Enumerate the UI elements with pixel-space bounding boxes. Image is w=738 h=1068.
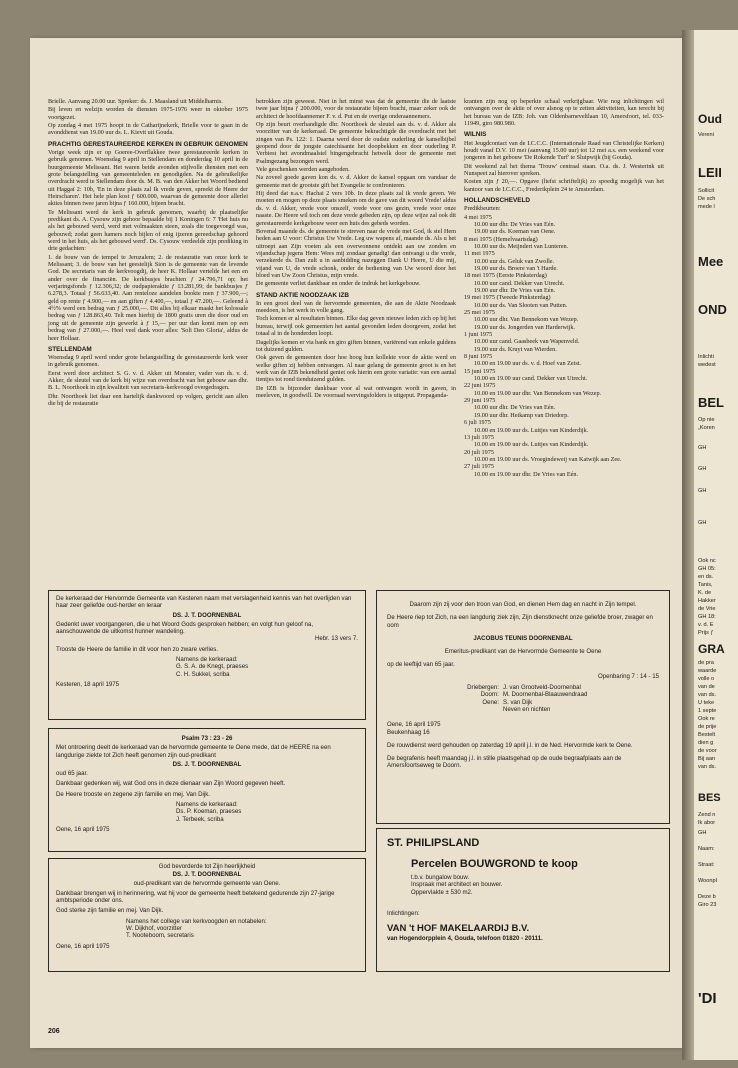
schedule-date: 4 mei 1975 <box>464 213 492 221</box>
notice-comfort: Trooste de Heere de familie in dit voor hen zo zware verlies. <box>56 645 219 653</box>
notice-age: op de leeftijd van 65 jaar. <box>387 661 455 669</box>
paragraph: kranten zijn nog op beperkte schaal verkrijgbaar. Wie nog inlichtingen wil ontvangen over de aktie of over alsnog op te zetten aktiviteiten, kan terecht bij het bureau van de IZB: Joh. van Oldenbarneveltlaan 10, Amersfoort, tel. 033-11949, giro 980.980. <box>464 98 664 128</box>
family-member <box>457 706 659 713</box>
real-estate-ad <box>376 828 670 972</box>
schedule-date: 15 juni 1975 <box>464 367 496 375</box>
page-fragment: van de <box>698 684 715 690</box>
page-fragment: van ds. <box>698 764 717 770</box>
paragraph: Vele geschenken werden aangeboden. <box>256 166 350 174</box>
paragraph: Dagelijks komen er via bank en giro giften binnen, variërend van enkele guldens tot duizend gulden. <box>256 338 456 353</box>
schedule-date: 1 juni 1975 <box>464 331 493 339</box>
schedule-entry <box>464 463 664 478</box>
notice-place-date: Kesteren, 18 april 1975 <box>56 680 120 688</box>
page-fragment: Hakker <box>698 598 716 604</box>
paragraph: Bovenal maande ds. de gemeente te streven naar de vrede met God, ik stel Hem heden aan U voor: Christus Uw Vrede. Leg uw wapens af, maande ds. Als u het uitroept aan Zijn voeten als een overwonnene ontdekt aan uw zonden en vijandschap jegens Hem: Wees mij zondaar genadig! dan ontvangt u die vrede, verzekerde ds. Dan zult u in aanbidding nazeggen Dank U Heere, U die mij, vijand van U, de vrede schonk, onder de bediening van Uw woord door het bloed van Uw Zoon Christus, mijn vrede. <box>256 227 456 279</box>
paragraph: Het Jeugdcontact van de I.C.C.C. (Internationale Raad van Christelijke Kerken) houdt vanaf D.V. 10 mei (aanvang 15.00 uur) tot 12 mei a.s. een weekend voor jongeren in het gebouw 'De Rokende Turf' te Sluipwijk (bij Gouda). <box>464 139 664 162</box>
page-fragment: Giro 23 <box>698 902 717 908</box>
page-fragment: volle o <box>698 676 715 682</box>
paragraph: Op zijn beurt overhandigde dhr. Noorthoek de sleutel aan ds. v. d. Akker als voorzitter van de kerkeraad. De gemeente bekrachtigde die overdracht met het zingen van Ps. 122: 1. Daarna werd door de oudste ouderling de kanselbijbel geopend door de jongste catechisante het doopbekken en door ouderling P. Verbiest het avondmaalstel bingengebracht hetwelk door de gemeente met Psalmgezang bezongen werd. <box>256 121 456 165</box>
schedule-entry <box>464 309 664 331</box>
page-fragment: BES <box>698 792 721 804</box>
page-fragment: Deze b <box>698 894 716 900</box>
page-fragment: de prije <box>698 724 717 730</box>
page-fragment: GH 18: <box>698 614 716 620</box>
notice-intro: Met ontroering deelt de kerkeraad van de hervormde gemeente te Oene mede, dat de HEERE na een langdurige ziekte tot Zich heeft genomen zijn oud-predikant <box>56 744 331 759</box>
schedule-date: 22 juni 1975 <box>464 382 496 390</box>
page-fragment: Tanis, <box>698 582 713 588</box>
schedule-entry <box>464 214 664 236</box>
ad-info-label: Inlichtingen: <box>387 909 420 917</box>
bible-reference: Hebr. 13 vers 7. <box>314 635 358 643</box>
section-heading: STELLENDAM <box>48 345 92 353</box>
book-gutter <box>682 30 694 1060</box>
schedule-entry <box>464 331 664 353</box>
section-heading: HOLLANDSCHEVELD <box>464 196 531 204</box>
notice-text: Dankbaar gedenken wij, wat God ons in deze dienaar van Zijn Woord gegeven heeft. <box>56 780 286 788</box>
paragraph: Op zondag 4 mei 1975 hoopt in de Catharijnekerk, Brielle voor te gaan in de avonddienst van 19.00 uur ds. L. Kievit uit Gouda. <box>48 122 248 137</box>
page-fragment: Bij aan <box>698 756 716 762</box>
paragraph: De IZB is bijzonder dankbaar voor al wat ontvangen wordt in gaven, in meeleven, in goodwill. De voorraad wervingsfolders is uitgeput. Propaganda- <box>256 384 456 399</box>
page-fragment: BEL <box>698 395 724 410</box>
schedule-entry <box>464 236 664 251</box>
page-fragment: Ik abor <box>698 820 716 826</box>
page-fragment: 1 septe <box>698 708 717 714</box>
schedule-line: 19.00 uur dhr. Heikamp van Driedorp. <box>474 411 569 419</box>
schedule-entry <box>464 368 664 383</box>
page-fragment: Inlichti <box>698 354 714 360</box>
family-place: Driebergen: <box>467 684 499 692</box>
schedule-line: 10.00 uur dhr. De Vries van Eén. <box>474 404 556 412</box>
schedule-line: 10.00 en 19.00 uur ds. v. d. Hoef van Zeist. <box>474 360 582 368</box>
schedule-entry <box>464 434 664 449</box>
column-3 <box>464 98 664 478</box>
family-name: M. Doornenbal-Blaauwendraad <box>503 691 588 699</box>
column-2 <box>256 98 456 400</box>
notice-place-date: Oene, 16 april 1975 <box>56 825 110 833</box>
notice-comfort: God sterke zijn familie en mej. Van Dijk. <box>56 907 164 915</box>
page-fragment: Bestelt <box>698 732 716 738</box>
notice-subtitle: oud-predikant van de hervormde gemeente van Oene. <box>133 879 281 887</box>
ad-address: van Hogendorpplein 4, Gouda, telefoon 01820 - 20111. <box>387 935 543 943</box>
schedule-date: 6 juli 1975 <box>464 419 491 427</box>
paragraph: Na zoveel goede gaven kon ds. v. d. Akker de kansel opgaan om vandaar de gemeente met de grootste gift het Evangelie te confronteren. <box>256 174 456 189</box>
page-fragment: „Koren <box>698 425 715 431</box>
preaching-schedule <box>464 214 664 478</box>
notice-text: Gedenkt uwer voorgangeren, die u het Woord Gods gesproken hebben; en volgt hun geloof na, aanschouwende de uitkomst hunner wandeling. <box>56 620 314 636</box>
ad-company: VAN 't HOF MAKELAARDIJ B.V. <box>387 923 530 935</box>
preaching-label: Predikbeurten: <box>464 205 501 213</box>
paragraph: In een groot deel van de hervormde gemeenten, die aan de Aktie Noodzaak meedoen, is het werk in volle gang. <box>256 299 456 315</box>
section-heading: WILNIS <box>464 131 487 139</box>
family-place: Doorn: <box>480 691 499 699</box>
newspaper-page <box>30 38 682 1048</box>
page-fragment: wedest <box>698 362 716 368</box>
psalm-reference: Psalm 73 : 23 - 26 <box>181 735 233 742</box>
family-name: S. van Dijk <box>503 698 533 706</box>
page-fragment: GRA <box>698 642 725 656</box>
page-fragment: U teke <box>698 700 715 706</box>
obituary-oene-kerkeraad <box>48 728 366 852</box>
paragraph: Hij deed dat n.a.v. Hachai 2 vers 10b. In deze plaats zal ik vrede geven. We moeten en mogen op deze plaats smeken om de gave van dit woord Vrede! aldus ds. v. d. Akker, vrede voor onszelf, vrede voor ons gezin, vrede voor onze naaste. De Heere wil toch om deze vrede gebeden zijn, op deze wijze zal ook dit gerestaureerde kerkgebouw weer een huis des gebeds worden. <box>256 190 456 227</box>
page-fragment: GH <box>698 445 707 451</box>
page-fragment: GH <box>698 830 707 836</box>
schedule-line: 10.00 en 19.00 uur cand. Dekker van Utrecht. <box>474 375 588 383</box>
ad-place: ST. PHILIPSLAND <box>387 837 480 849</box>
notice-place-date: Oene, 16 april 1975 <box>387 721 441 729</box>
paragraph: De gemeente verliet dankbaar en onder de indruk het kerkgebouw. <box>256 280 421 288</box>
schedule-entry <box>464 250 664 272</box>
schedule-line: 10.00 en 19.00 uur ds. Luitjes van Kinderdijk. <box>474 426 589 434</box>
signature: Ds. P. Koeman, praeses <box>176 808 242 816</box>
page-fragment: OND <box>698 302 727 317</box>
notice-burial: De begrafenis heeft maandag j.l. in stille plaatsgehad op de oude begraafplaats aan de Amersfoortseweg te Doorn. <box>387 755 622 770</box>
schedule-line: 10.00 en 19.00 uur dhr. Van Bennekom van Wezep. <box>474 389 602 397</box>
page-fragment: LEII <box>698 165 722 180</box>
page-fragment: GH <box>698 466 707 472</box>
page-fragment: GH <box>698 488 707 494</box>
family-place <box>457 706 499 713</box>
page-fragment: Woonpl <box>698 878 717 884</box>
page-fragment: Op nie <box>698 417 715 423</box>
schedule-line: 19.00 uur dhr. De Vries van Eén. <box>474 286 556 294</box>
page-fragment: K. de <box>698 590 712 596</box>
page-fragment: Ook nc <box>698 558 716 564</box>
family-member <box>457 691 659 698</box>
paragraph: Brielle. Aanvang 20.00 uur. Spreker: ds. J. Maasland uit Middelharnis. <box>48 98 223 105</box>
notice-place-date: Oene, 16 april 1975 <box>56 942 110 950</box>
schedule-date: 29 juni 1975 <box>464 397 496 405</box>
schedule-date: 18 mei 1975 (Eerste Pinksterdag) <box>464 272 547 280</box>
page-fragment: Zend n <box>698 812 716 818</box>
schedule-entry <box>464 397 664 419</box>
obituary-kesteren <box>48 590 366 720</box>
page-fragment: 'DI <box>698 990 717 1007</box>
paragraph: Dit weekend zal het thema 'Trouw' centraal staan. O.a. ds. J. Westerink uit Nunspeet zal hierover spreken. <box>464 162 664 177</box>
paragraph: betrokken zijn geweest. Niet in het minst was dat de gemeente die de laatste twee jaar bijna ƒ 200.000, voor de restauratie bijeen bracht, maar zeker ook de architect de hoofdaannemer F. v. d. Put en de overige onderaannemers. <box>256 98 456 120</box>
adjacent-page-edge <box>694 30 738 1060</box>
page-fragment: Vereni <box>698 132 714 138</box>
page-number: 206 <box>48 1028 60 1035</box>
paragraph: Te Melissant werd de kerk in gebruik genomen, waarbij de plaatselijke predikant ds. A. Cysouw zijn gehoor bepaalde bij 1 Koningen 6: 7 'Het huis nu als het gebouwd werd, werd met volmaakten steen, zoals die toegevoegd was, gebouwd; zodat geen hamers noch bijlen of enig ijzeren gereedschap gehoord werd in het huis, als het gebouwd werd'. Ds. Cysouw verdeelde zijn prediking in drie gedachten: <box>48 208 248 253</box>
signature: Namens de kerkeraad: <box>176 801 238 809</box>
column-1 <box>48 98 248 408</box>
signature: W. Dijkhof, voorzitter <box>126 925 182 933</box>
page-fragment: dien g <box>698 740 714 746</box>
notice-address: Beukenhaag 16 <box>387 728 430 736</box>
deceased-name: DS. J. T. DOORNENBAL <box>172 760 242 768</box>
schedule-entry <box>464 449 664 464</box>
paragraph: Bij leven en welzijn worden de diensten 1975-1976 weer in oktober 1975 voortgezet. <box>48 106 248 121</box>
schedule-date: 20 juli 1975 <box>464 448 494 456</box>
schedule-line: 10.00 uur cand. Dekker van Utrecht. <box>474 279 565 287</box>
schedule-entry <box>464 353 664 368</box>
schedule-line: 10.00 uur ds. Van Slooten van Putten. <box>474 301 568 309</box>
signature: Namens het college van kerkvoogden en notabelen: <box>126 917 267 925</box>
page-fragment: waarde <box>698 668 717 674</box>
paragraph: Eerst werd door architect S. G. v. d. Akker uit Monster, vader van ds. v. d. Akker, de sleutel van de kerk bij wijze van overdracht van het gebouw aan dhr. B. L. Noorthoek in zijn kwaliteit van secretaris-kerkvoogd overgedragen. <box>48 369 248 392</box>
schedule-date: 13 juli 1975 <box>464 433 494 441</box>
deceased-name: DS. J. T. DOORNENBAL <box>172 611 242 619</box>
family-place: Oene: <box>482 698 499 706</box>
schedule-line: 10.00 en 19.00 uur ds. Luitjes van Kinderdijk. <box>474 441 589 449</box>
signature: G. S. A. de Knegt, praeses <box>176 663 249 671</box>
notice-intro: De kerkeraad der Hervormde Gemeente van Kesteren naam met verslagenheid kennis van het overlijden van haar zeer geliefde oud-herder en leraar <box>56 595 352 610</box>
deceased-name: JACOBUS TEUNIS DOORNENBAL <box>473 634 573 642</box>
page-fragment: GH <box>698 520 707 526</box>
family-list <box>387 684 659 713</box>
schedule-entry <box>464 294 664 309</box>
paragraph: Vorige week zijn er op Goeree-Overflakkee twee gerestaureerde kerken in gebruik genomen. Woensdag 9 april in Stellendam en donderdag 10 april in de buurgemeente Melissant. Het waren beide avonden stijlvolle diensten met een grote belangstelling van gemeenteleden en genodigden. Na de gebruikelijke overdracht werd te Stellendam door ds. M. B. van den Akker het Woord bediend uit Haggaï 2: 10b, 'En in deze plaats zal Ik vrede geven, spreekt de Heere der Heirscharen'. Het hele plan kost ƒ 600.000, waarvan de gemeente door allerlei akties binnen twee jaren bijna ƒ 160.000, bijeen bracht. <box>48 148 248 208</box>
page-fragment: Straat: <box>698 862 715 868</box>
paragraph: Toch komen er al resultaten binnen. Elke dag geven nieuwe leden zich op bij het bureau, terwijl ook gemeenten het aantal gevonden leden doorgeven, zodat het totaal al in de honderden loopt. <box>256 315 456 338</box>
page-fragment: Naam: <box>698 846 715 852</box>
notice-age: oud 65 jaar. <box>56 770 88 778</box>
schedule-date: 11 mei 1975 <box>464 250 495 258</box>
page-fragment: de voor <box>698 748 717 754</box>
schedule-line: 19.00 uur ds. Jongerden van Harderwijk. <box>474 323 576 331</box>
page-fragment: Oud <box>698 112 722 126</box>
notice-service: De rouwdienst werd gehouden op zaterdag 19 april j.l. in de Ned. Hervormde kerk te Oene. <box>387 741 633 749</box>
signature: Namens de kerkeraad: <box>176 656 238 664</box>
schedule-date: 8 mei 1975 (Hemelvaartsdag) <box>464 235 538 243</box>
schedule-line: 19.00 uur ds. Kruyt van Wierden. <box>474 345 557 353</box>
schedule-line: 10.00 uur dhr. Van Bennekom van Wezep. <box>474 316 579 324</box>
page-fragment: van ds. <box>698 692 717 698</box>
schedule-line: 10.00 uur ds. Geluk van Zwolle. <box>474 257 555 265</box>
family-member <box>457 699 659 706</box>
notice-intro: God bevorderde tot Zijn heerlijkheid <box>158 863 256 870</box>
schedule-date: 8 juni 1975 <box>464 353 493 361</box>
ad-headline: Percelen BOUWGROND te koop <box>411 858 578 870</box>
family-name: J. van Grootveld-Doornenbal <box>503 684 581 692</box>
bible-reference: Openbaring 7 : 14 - 15 <box>598 672 659 680</box>
page-fragment: Sollicit <box>698 188 715 194</box>
notice-text: De Heere riep tot Zich, na een langdurig ziek zijn, Zijn dienstknecht onze geliefde broer, zwager en oom <box>387 614 653 629</box>
page-fragment: de Vrie <box>698 606 716 612</box>
page-fragment: v. d. E <box>698 622 714 628</box>
schedule-line: 10.00 uur cand. Gaasbeek van Wapenveld. <box>474 338 580 346</box>
signature: J. Terbeek, scriba <box>176 815 224 823</box>
page-fragment: Ook re <box>698 716 715 722</box>
page-fragment: mede l <box>698 204 715 210</box>
ad-line: Oppervlakte ± 530 m2. <box>411 888 473 896</box>
schedule-entry <box>464 382 664 397</box>
schedule-line: 10.00 uur ds. Meijndert van Lunteren. <box>474 242 569 250</box>
page-fragment: Mee <box>698 254 724 269</box>
notice-subtitle: Emeritus-predikant van de Hervormde Gemeente te Oene <box>444 648 602 656</box>
notice-comfort: De Heere trooste en zegene zijn familie en mej. Van Dijk. <box>56 790 210 798</box>
schedule-date: 19 mei 1975 (Tweede Pinksterdag) <box>464 294 551 302</box>
schedule-date: 27 juli 1975 <box>464 463 494 471</box>
schedule-entry <box>464 419 664 434</box>
ad-line: Inspraak met architect en bouwer. <box>411 881 503 889</box>
family-member <box>457 684 659 691</box>
section-heading: PRACHTIG GERESTAUREERDE KERKEN IN GEBRUIK GENOMEN <box>48 140 248 148</box>
paragraph: Woensdag 9 april werd onder grote belangstelling de gerestaureerde kerk weer in gebruik genomen. <box>48 354 248 369</box>
paragraph: Dhr. Noorthoek liet daar een hartelijk dankwoord op volgen, gericht aan allen die bij de restauratie <box>48 392 248 408</box>
ad-line: t.b.v. bungalow bouw. <box>411 874 470 881</box>
notice-quote: Daarom zijn zij voor den troon van God, en dienen Hem dag en nacht in Zijn tempel. <box>409 601 637 608</box>
page-fragment: De sch <box>698 196 716 202</box>
page-fragment: Prijs ƒ <box>698 630 714 636</box>
paragraph: Kosten zijn ƒ 20,—. Opgave (liefst schriftelijk) zo spoedig mogelijk van het kantoor van de I.C.C.C., Frederikplein 24 te Amsterdam. <box>464 178 664 193</box>
notice-text: Dankbaar brengen wij in herinnering, wat hij voor de gemeente heeft betekend gedurende zijn 27-jarige ambtsperiode onder ons. <box>56 889 335 905</box>
signature: C. H. Sukkel, scriba <box>176 670 230 678</box>
schedule-entry <box>464 272 664 294</box>
schedule-line: 10.00 uur dhr. De Vries van Eén. <box>474 220 556 228</box>
page-fragment: GH 05: <box>698 566 716 572</box>
deceased-name: DS. J. T. DOORNENBAL <box>172 871 242 879</box>
schedule-line: 10.00 en 19.00 uur dhr. De Vries van Eén. <box>474 470 578 478</box>
schedule-line: 10.00 en 19.00 uur ds. Vroegindeweij van Katwijk aan Zee. <box>474 455 622 463</box>
signature: T. Nooteboom, secretaris <box>126 932 194 940</box>
schedule-date: 25 mei 1975 <box>464 309 495 316</box>
obituary-oene-kerkvoogden <box>48 858 366 972</box>
paragraph: 1. de bouw van de tempel te Jeruzalem; 2. de restauratie van onze kerk te Melissant; 3. de bouw van het geestelijk Sion is de gemeente van de levende God. De secretaris van de kerkvoogdij, de heer K. Hollaar vertelde het een en ander over de financiën. De kerkbusjes brachten ƒ 24.796,71 op; het verjaringsfonds ƒ 12.306,32; de oudpapieraktie ƒ 13.281,99; de bankbusjes ƒ 6.278,3. Totaal ƒ 56.633,40. Aan renteloze aandelen bookte men ƒ 37.900,—; geld op rente ƒ 4.900,— en aan giften ƒ 4.400,—, totaal ƒ 47.200,—. Geleend à 4½% werd een bedrag van ƒ 25.000,—. Dit alles bij elkaar maakt het kolossale bedrag van ƒ 128.863,40. Telt men hierbij de 1800 gratis uren die door oud en jong uit de gemeente zijn gewerkt à ƒ 15,— per uur dan komt men op een bedrag van ƒ 27.000,—. Heel veel dank voor alles: 'Soli Deo Gloria', aldus de heer Hollaar. <box>48 253 248 342</box>
family-name: Neven en nichten <box>503 705 551 713</box>
schedule-line: 19.00 uur ds. Broere van 't Harde. <box>474 264 558 272</box>
section-heading: STAND AKTIE NOODZAAK IZB <box>256 291 350 299</box>
schedule-line: 19.00 uur ds. Koeman van Oene. <box>474 228 556 236</box>
page-fragment: en ds. <box>698 574 714 580</box>
page-fragment: de pra <box>698 660 714 666</box>
paragraph: Ook geven de gemeenten door hoe hoog hun kollekte voor de aktie werd en welke giften zij hebben ontvangen. Al naar gelang de gemeente groot is en het werk van de IZB bekendheid geniet ook hierin een grote variatie: van een aantal tientjes tot rond tienduizend gulden. <box>256 354 456 384</box>
family-obituary <box>376 590 670 824</box>
